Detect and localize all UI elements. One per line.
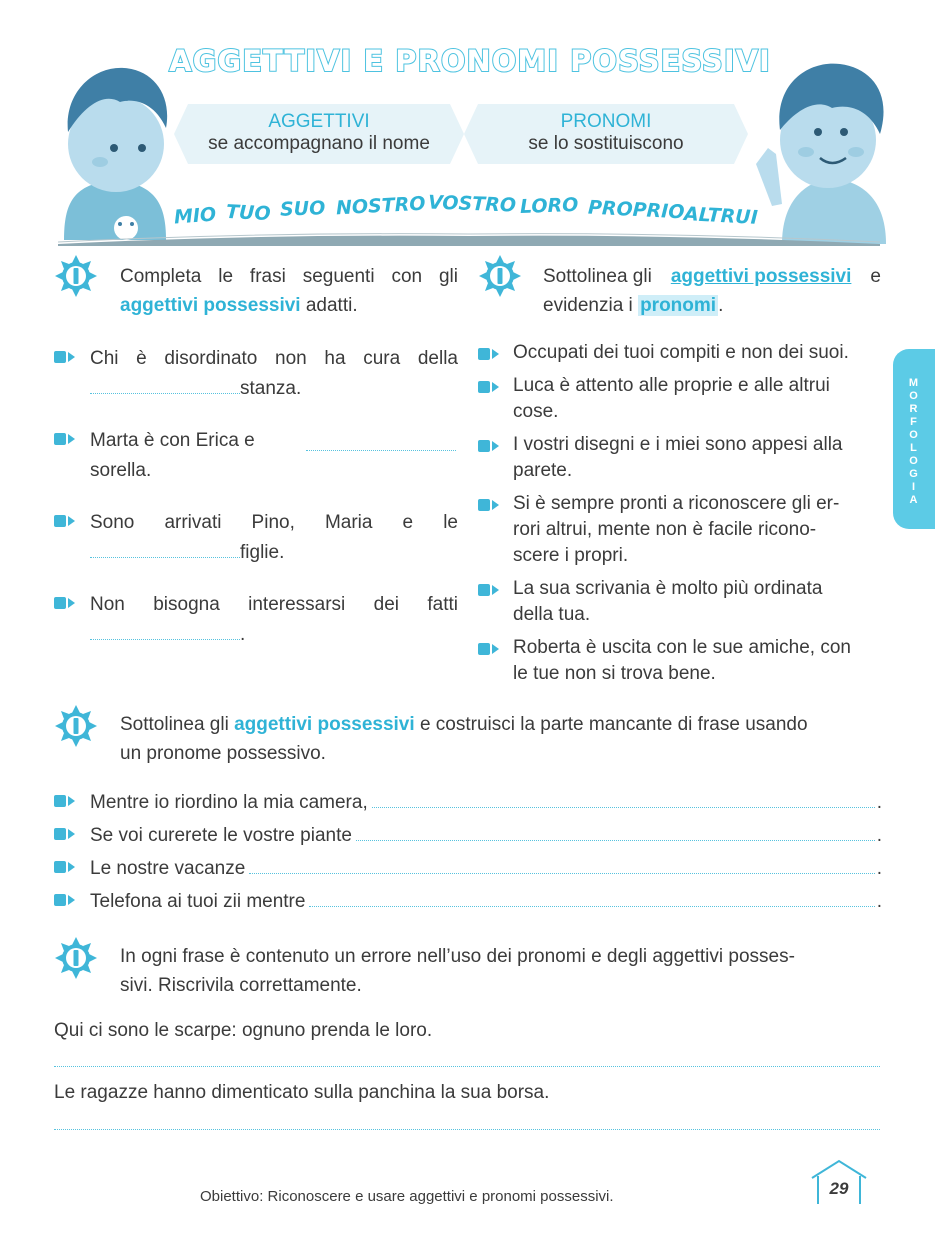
exercise1-item-4-line2: .	[90, 620, 245, 649]
bullet-icon	[54, 825, 76, 843]
word-vostro: VOSTRO	[427, 191, 517, 217]
exercise-icon	[54, 704, 98, 748]
bullet-icon	[478, 345, 500, 363]
objective-text: Obiettivo: Riconoscere e usare aggettivi e pronomi possessivi.	[200, 1188, 614, 1205]
answer-line[interactable]	[54, 1129, 880, 1130]
bullet-icon	[478, 581, 500, 599]
bullet-icon	[54, 512, 76, 530]
aggettivi-banner	[188, 104, 450, 164]
tab-letter: M	[908, 377, 920, 389]
bullet-icon	[54, 891, 76, 909]
answer-blank[interactable]	[249, 873, 874, 874]
exercise-icon	[54, 936, 98, 980]
exercise1-instruction: Completa le frasi seguenti con gli aggettivi possessivi adatti.	[120, 266, 458, 316]
answer-blank[interactable]	[309, 906, 874, 907]
bullet-icon	[478, 378, 500, 396]
word-altrui: ALTRUI	[683, 203, 759, 229]
exercise2-item[interactable]: Occupati dei tuoi compiti e non dei suoi.	[478, 340, 882, 366]
bullet-icon	[478, 496, 500, 514]
exercise2-list	[478, 340, 882, 687]
exercise2-instruction: Sottolinea gli aggettivi possessivi e evidenzia i pronomi .	[543, 266, 881, 316]
exercise3-item-3: Le nostre vacanze .	[90, 858, 882, 879]
tab-letter: L	[910, 442, 918, 454]
word-nostro: NOSTRO	[335, 192, 426, 220]
tab-letter: O	[909, 390, 919, 402]
aggettivi-label: AGGETTIVI	[268, 111, 370, 132]
morfologia-tab	[893, 349, 935, 529]
pronomi-label: PRONOMI	[560, 111, 652, 132]
exercise4-sentence-2: Le ragazze hanno dimenticato sulla panchina la sua borsa.	[54, 1082, 550, 1103]
pronomi-desc: se lo sostituiscono	[528, 133, 684, 154]
bullet-icon	[478, 437, 500, 455]
tab-letter: A	[909, 494, 919, 506]
exercise3-item-1: Mentre io riordino la mia camera, .	[90, 792, 882, 813]
tab-letter: I	[911, 481, 917, 493]
exercise1-item-4-line1: Non bisogna interessarsi dei fatti	[90, 594, 458, 615]
exercise-icon	[54, 254, 98, 298]
bullet-icon	[54, 430, 76, 448]
page-number: 29	[829, 1179, 849, 1198]
answer-line[interactable]	[54, 1066, 880, 1067]
bullet-icon	[54, 594, 76, 612]
exercise-icon	[478, 254, 522, 298]
exercise3-item-2: Se voi curerete le vostre piante .	[90, 825, 882, 846]
exercise1-item-1-line2: stanza.	[90, 374, 301, 403]
exercise1-item-2-line1: Marta è con Erica e	[90, 430, 255, 451]
exercise2-item[interactable]: La sua scrivania è molto più ordinata della tua.	[478, 576, 882, 628]
tab-letter: O	[909, 455, 919, 467]
exercise4-instruction: In ogni frase è contenuto un errore nell’uso dei pronomi e degli aggettivi posses- sivi. Riscrivila correttamente.	[120, 946, 795, 996]
answer-blank[interactable]	[372, 807, 875, 808]
exercise3-item-4: Telefona ai tuoi zii mentre .	[90, 891, 882, 912]
boy-right-illustration	[752, 54, 892, 244]
exercise1-item-2-line2: sorella.	[90, 460, 152, 481]
tab-letter: G	[909, 468, 919, 480]
tab-letter: O	[909, 429, 919, 441]
answer-blank[interactable]	[356, 840, 875, 841]
word-loro: LORO	[519, 193, 579, 219]
bullet-icon	[478, 640, 500, 658]
exercise1-item-3-line1: Sono arrivati Pino, Maria e le	[90, 512, 458, 533]
answer-blank[interactable]	[90, 539, 240, 558]
exercise1-item-3-line2: figlie.	[90, 538, 284, 567]
tab-letter: R	[909, 403, 919, 415]
answer-blank[interactable]	[90, 621, 240, 640]
exercise4-sentence-1: Qui ci sono le scarpe: ognuno prenda le loro.	[54, 1020, 433, 1041]
word-mio: MIO	[173, 203, 217, 229]
answer-blank[interactable]	[90, 375, 240, 394]
page-title: AGGETTIVI E PRONOMI POSSESSIVI	[169, 44, 771, 78]
exercise1-item-1-line1: Chi è disordinato non ha cura della	[90, 348, 458, 369]
bullet-icon	[54, 348, 76, 366]
pronomi-banner	[478, 104, 734, 164]
bullet-icon	[54, 858, 76, 876]
aggettivi-desc: se accompagnano il nome	[208, 133, 430, 154]
tab-letter: F	[910, 416, 918, 428]
grass-divider	[58, 232, 880, 246]
exercise2-item[interactable]: Luca è attento alle proprie e alle altrui cose.	[478, 373, 882, 425]
answer-blank[interactable]	[306, 432, 456, 451]
exercise2-item[interactable]: Roberta è uscita con le sue amiche, con le tue non si trova bene.	[478, 635, 882, 687]
word-suo: SUO	[279, 197, 326, 221]
bullet-icon	[54, 792, 76, 810]
exercise3-instruction: Sottolinea gli aggettivi possessivi e costruisci la parte mancante di frase usando un pronome possessivo.	[120, 714, 808, 764]
boy-left-illustration	[54, 62, 174, 240]
word-tuo: TUO	[225, 200, 272, 226]
exercise2-item[interactable]: I vostri disegni e i miei sono appesi alla parete.	[478, 432, 882, 484]
word-proprio: PROPRIO	[587, 196, 685, 224]
exercise2-item[interactable]: Si è sempre pronti a riconoscere gli er- rori altrui, mente non è facile ricono- scere i propri.	[478, 491, 882, 569]
